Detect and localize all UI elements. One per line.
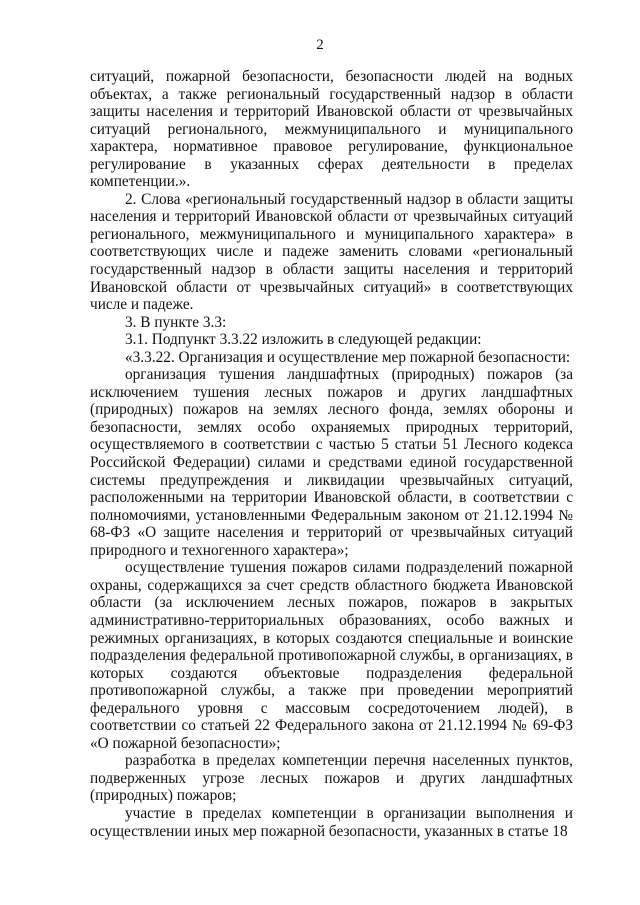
- page-number: 2: [316, 37, 324, 53]
- paragraph-2: 2. Слова «региональный государственный надзор в области защиты населения и территорий Ивановской области от чрезвычайных ситуаций регионального, межмуниципального и муниципального характера» в соответствующих числе и падеже заменить словами «региональный государственный надзор в области защиты населения и территорий Ивановской области от чрезвычайных ситуаций» в соответствующих числе и падеже.: [90, 190, 573, 314]
- paragraph-9: участие в пределах компетенции в организации выполнения и осуществлении иных мер пожарной безопасности, указанных в статье 18: [90, 804, 573, 840]
- document-body: [90, 68, 573, 840]
- paragraph-1: ситуаций, пожарной безопасности, безопасности людей на водных объектах, а также региональный государственный надзор в области защиты населения и территорий Ивановской области от чрезвычайных ситуаций регионального, межмуниципального и муниципального характера, нормативное правовое регулирование, функциональное регулирование в указанных сферах деятельности в пределах компетенции.».: [90, 68, 573, 191]
- paragraph-5: «3.3.22. Организация и осуществление мер пожарной безопасности:: [125, 348, 571, 366]
- paragraph-4: 3.1. Подпункт 3.3.22 изложить в следующей редакции:: [125, 331, 482, 349]
- paragraph-3: 3. В пункте 3.3:: [125, 313, 227, 331]
- paragraph-8: разработка в пределах компетенции перечня населенных пунктов, подверженных угрозе лесных пожаров и других ландшафтных (природных) пожаров;: [90, 752, 573, 805]
- paragraph-7: осуществление тушения пожаров силами подразделений пожарной охраны, содержащихся за счет средств областного бюджета Ивановской области (за исключением лесных пожаров, пожаров в закрытых административно-территориальных образованиях, особо важных и режимных организациях, в которых создаются специальные и воинские подразделения федеральной противопожарной службы, в организациях, в которых создаются объектовые подразделения федеральной противопожарной службы, а также при проведении мероприятий федерального уровня с массовым сосредоточением людей), в соответствии со статьей 22 Федерального закона от 21.12.1994 № 69-ФЗ «О пожарной безопасности»;: [90, 559, 573, 752]
- paragraph-6: организация тушения ландшафтных (природных) пожаров (за исключением тушения лесных пожаров и других ландшафтных (природных) пожаров на землях лесного фонда, землях обороны и безопасности, землях особо охраняемых природных территорий, осуществляемого в соответствии с частью 5 статьи 51 Лесного кодекса Российской Федерации) силами и средствами единой государственной системы предупреждения и ликвидации чрезвычайных ситуаций, расположенными на территории Ивановской области, в соответствии с полномочиями, установленными Федеральным законом от 21.12.1994 № 68-ФЗ «О защите населения и территорий от чрезвычайных ситуаций природного и техногенного характера»;: [90, 366, 573, 559]
